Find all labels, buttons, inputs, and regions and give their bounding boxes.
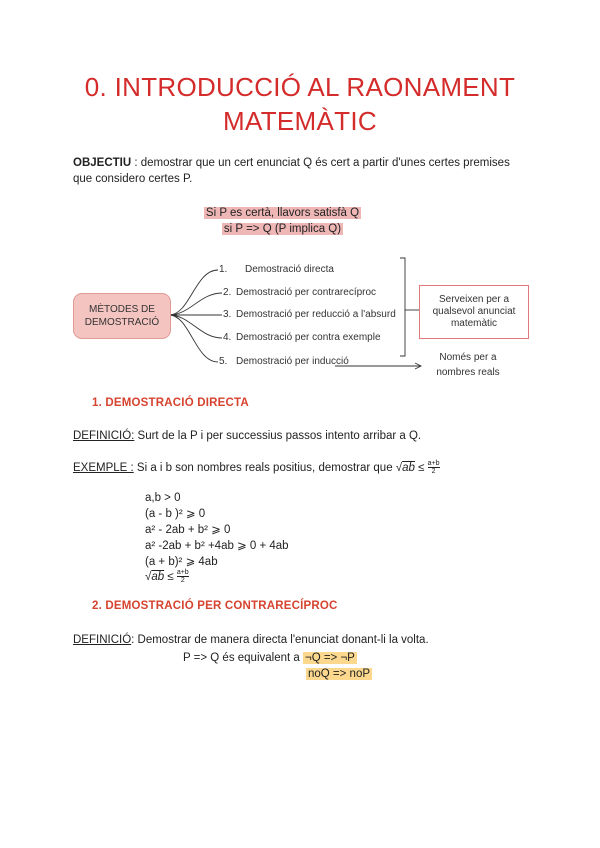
step-5: (a + b)² ⩾ 4ab [145,556,218,568]
section2-definition [73,632,429,648]
method-2-num: 2. [223,287,232,298]
section1-def-text: Surt de la P i per successius passos intento arribar a Q. [134,430,422,442]
section1-example [73,460,440,476]
connector-5 [169,315,218,362]
general-methods-box [419,285,529,339]
real-numbers-line1: Només per a [439,352,497,363]
objective-text: : demostrar que un cert enunciat Q és cert a partir d'unes certes premises [131,157,510,169]
page-title-line1: 0. INTRODUCCIÓ AL RAONAMENT [84,72,516,102]
section2-equivalence [183,650,357,666]
real-numbers-note [423,352,513,379]
objective-label: OBJECTIU [73,157,132,169]
fraction-denominator-2: 2 [180,577,185,585]
general-methods-line1: Serveixen per a [438,294,510,305]
fraction-numerator: a+b [427,460,440,468]
method-4-num: 4. [223,332,232,343]
method-3-num: 3. [223,309,232,320]
section1-def-label: DEFINICIÓ: [73,430,135,442]
general-methods-line3: matemàtic [450,318,498,329]
step-3: a² - 2ab + b² ⩾ 0 [145,524,231,536]
method-4-label: Demostració per contra exemple [236,332,381,343]
sqrt-radicand-2: ab [151,571,165,583]
sqrt-radicand: ab [402,462,415,474]
section2-heading: 2. DEMOSTRACIÓ PER CONTRARECÍPROC [92,600,338,612]
fraction-a-plus-b-over-2 [428,460,440,475]
section1-definition [73,428,421,444]
method-1-label: Demostració directa [245,264,334,275]
fraction-denominator: 2 [431,468,436,476]
methods-box-line1: MÈTODES DE [89,304,155,315]
highlight-line1: Si P es certà, llavors satisfà Q [205,207,360,219]
connector-2 [169,293,222,315]
step-4: a² -2ab + b² +4ab ⩾ 0 + 4ab [145,540,289,552]
general-methods-line2: qualsevol anunciat [432,306,516,317]
highlight-line2: si P => Q (P implica Q) [223,223,342,235]
sqrt-ab-formula [396,462,415,474]
fraction-numerator-2: a+b [176,569,189,577]
equivalence-contrapositive-words: noQ => noP [308,668,371,680]
section1-example-label: EXEMPLE : [73,462,134,474]
method-2-label: Demostració per contrarecíproc [236,287,377,298]
equivalence-text: P => Q és equivalent a [183,652,303,664]
method-3-label: Demostració per reducció a l'absurd [236,309,396,320]
leq-symbol: ≤ [418,462,425,474]
connector-1 [169,270,218,315]
step-2: (a - b )² ⩾ 0 [145,508,206,520]
bracket [400,258,405,356]
sqrt-symbol-2: √ [145,571,152,583]
methods-box [73,293,171,339]
sqrt-ab-formula-2 [145,571,164,583]
equivalence-contrapositive: ¬Q => ¬P [304,652,355,664]
methods-box-line2: DEMOSTRACIÓ [84,317,160,328]
objective-text-line2: que considero certes P. [73,173,193,185]
section2-equivalence-2 [306,666,372,682]
real-numbers-line2: nombres reals [436,367,500,378]
step-6-conclusion [145,569,189,585]
method-1-num: 1. [219,264,228,275]
step-1: a,b > 0 [145,492,181,504]
section1-heading: 1. DEMOSTRACIÓ DIRECTA [92,397,249,409]
section2-def-label: DEFINICIÓ [73,634,132,646]
page-title-line2: MATEMÀTIC [223,106,377,136]
section2-def-text: : Demostrar de manera directa l'enunciat donant-li la volta. [131,634,429,646]
fraction-a-plus-b-over-2-b [177,569,189,584]
method-5-label: Demostració per inducció [236,356,349,367]
method-5-num: 5. [219,356,228,367]
leq-symbol-2: ≤ [167,571,174,583]
section1-example-text: Si a i b son nombres reals positius, demostrar que [133,462,396,474]
sqrt-symbol: √ [395,462,403,474]
connector-4 [169,315,222,338]
